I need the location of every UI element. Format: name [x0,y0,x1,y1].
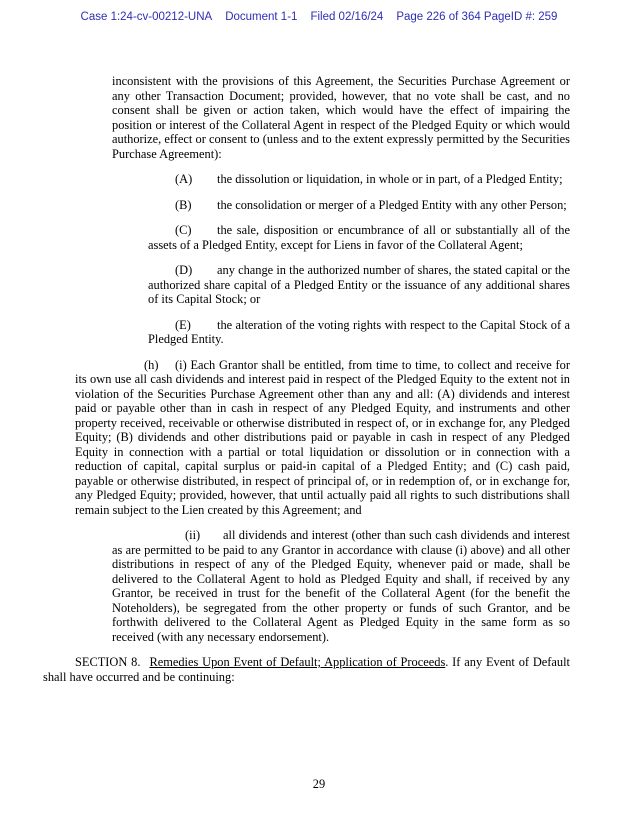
document-number: Document 1-1 [225,11,298,23]
clause-text: the consolidation or merger of a Pledged Entity with any other Person; [217,197,567,212]
page-id: Page 226 of 364 PageID #: 259 [396,11,558,23]
section-heading: Remedies Upon Event of Default; Application of Proceeds [149,655,446,669]
clause-label: (B) [175,197,192,212]
clause-label: (E) [175,317,191,332]
clause-text: (i) Each Grantor shall be entitled, from time to time, to collect and receive for its own use all cash dividends and interest paid in respect of the Pledged Equity to the extent not in violation of the Securities Purchase Agreement other than any and all: (A) dividends and interest paid or payable other than in cash in respect of any Pledged Equity, and instruments and other property received, receivable or otherwise distributed in respect of, or in exchange for, any Pledged Equity; (B) dividends and other distributions paid or payable in cash in respect of any Pledged Equity in connection with a partial or total liquidation or dissolution or in connection with a reduction of capital, capital surplus or paid-in capital of a Pledged Entity; and (C) cash paid, payable or otherwise distributed, in respect of principal of, or in redemption of, or in exchange for, any Pledged Equity; provided, however, that until actually paid all rights to such distributions shall remain subject to the Lien created by this Agreement; and [75,357,570,517]
clause-text: the alteration of the voting rights with respect to the Capital Stock of a Pledged Entity. [148,317,570,346]
clause-item-e [148,318,570,347]
paragraph-ii [112,528,570,644]
page-number: 29 [312,777,326,791]
clause-item-b [148,198,570,213]
section-8-paragraph [43,655,570,684]
clause-label: (D) [175,263,193,277]
document-body [43,74,570,684]
filed-date: Filed 02/16/24 [310,11,384,23]
section-text: . If any Event of Default shall have occurred and be continuing: [43,655,570,684]
clause-label: (A) [175,172,193,186]
clause-item-a [148,172,570,187]
clause-text: any change in the authorized number of shares, the stated capital or the authorized share capital of a Pledged Entity or the issuance of any additional shares of its Capital Stock; or [148,263,570,306]
case-number: Case 1:24-cv-00212-UNA [80,11,213,23]
section-number: SECTION 8. [75,655,141,669]
clause-item-d [148,263,570,307]
clause-text: the dissolution or liquidation, in whole or in part, of a Pledged Entity; [217,172,563,186]
court-filing-header [0,11,638,23]
intro-paragraph: inconsistent with the provisions of this Agreement, the Securities Purchase Agreement or any other Transaction Document; provided, however, that no vote shall be cast, and no consent shall be given or action taken, which would have the effect of impairing the position or interest of the Collateral Agent in respect of the Pledged Equity or which would authorize, effect or consent to (unless and to the extent expressly permitted by the Securities Purchase Agreement): [112,74,570,161]
clause-label: (h) [144,357,159,372]
clause-item-c [148,223,570,252]
clause-text: all dividends and interest (other than such cash dividends and interest as are permitted to be paid to any Grantor in accordance with clause (i) above) and all other distributions in respect of any of the Pledged Equity, whenever paid or made, shall be delivered to the Collateral Agent to hold as Pledged Equity and shall, if received by any Grantor, be received in trust for the benefit of the Collateral Agent (for the benefit the Noteholders), be segregated from the other property or funds of such Grantor, and be forthwith delivered to the Collateral Agent as Pledged Equity in the same form as so received (with any necessary endorsement). [112,528,570,644]
paragraph-h [75,358,570,518]
clause-label: (C) [175,223,192,237]
clause-text: the sale, disposition or encumbrance of all or substantially all of the assets of a Pledged Entity, except for Liens in favor of the Collateral Agent; [148,223,570,252]
clause-label: (ii) [185,528,201,542]
